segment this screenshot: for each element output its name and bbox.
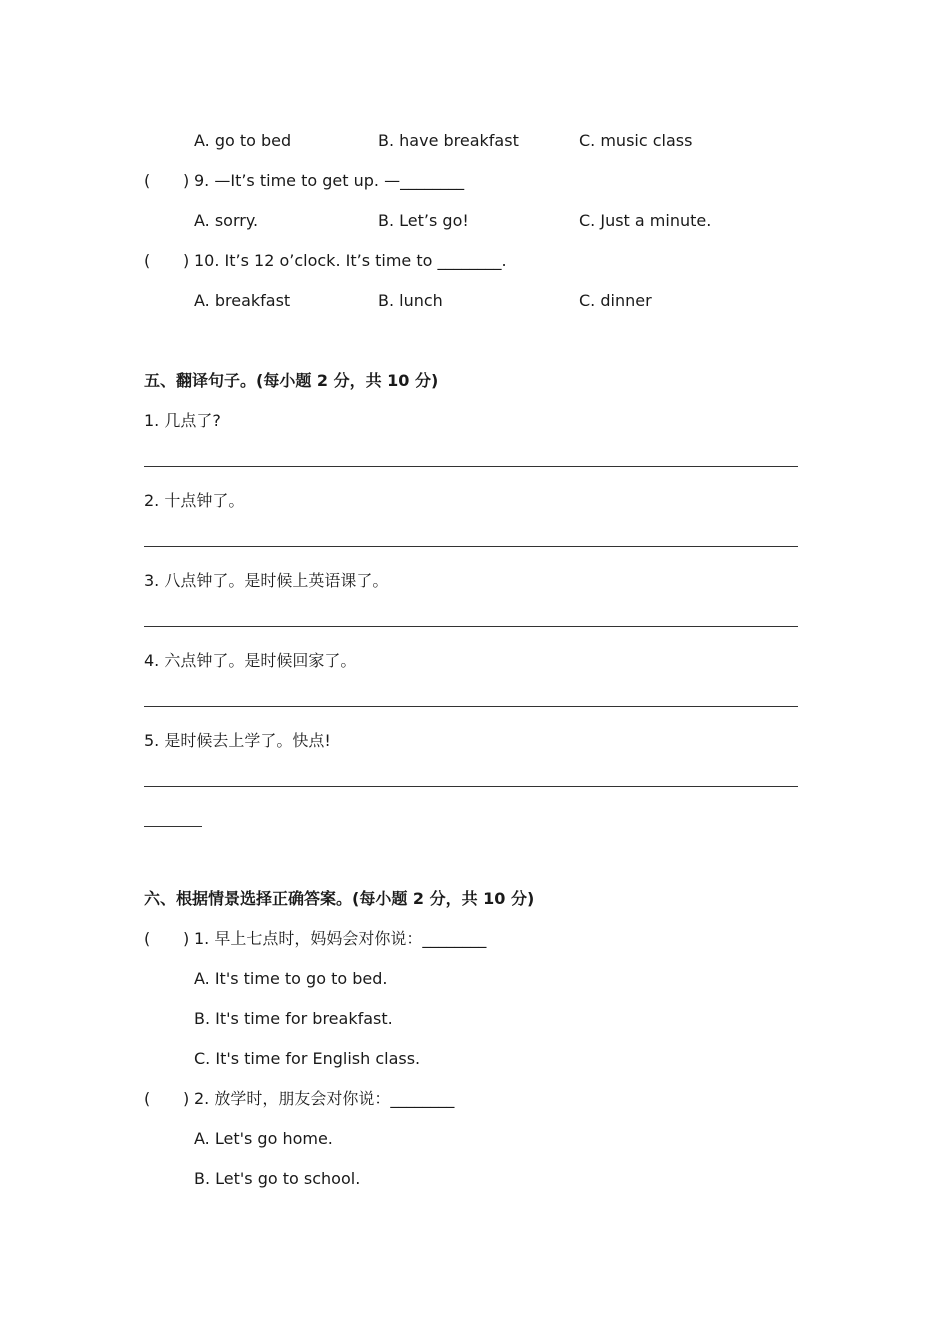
q10-answer-paren-open: ( xyxy=(144,251,151,270)
section-5-heading: 五、翻译句子。(每小题 2 分，共 10 分) xyxy=(144,371,439,390)
s6-q1-answer-paren-open: ( xyxy=(144,929,151,948)
q9-answer-paren-close: ) xyxy=(183,171,190,190)
s6-q1-stem: 1. 早上七点时，妈妈会对你说：________ xyxy=(194,929,487,948)
translate-item-5: 5. 是时候去上学了。快点! xyxy=(144,731,331,750)
answer-line-1[interactable] xyxy=(144,466,798,467)
s6-q1-option-c: C. It's time for English class. xyxy=(194,1049,421,1068)
answer-line-2[interactable] xyxy=(144,546,798,547)
translate-item-3: 3. 八点钟了。是时候上英语课了。 xyxy=(144,571,389,590)
q9-option-b: B. Let’s go! xyxy=(378,211,469,230)
s6-q2-answer-paren-close: ) xyxy=(183,1089,190,1108)
q9-option-c: C. Just a minute. xyxy=(579,211,712,230)
s6-q1-option-a: A. It's time to go to bed. xyxy=(194,969,388,988)
translate-item-1: 1. 几点了? xyxy=(144,411,221,430)
q10-option-c: C. dinner xyxy=(579,291,652,310)
q10-option-a: A. breakfast xyxy=(194,291,291,310)
q10-answer-paren-close: ) xyxy=(183,251,190,270)
q8-option-a: A. go to bed xyxy=(194,131,292,150)
translate-item-4: 4. 六点钟了。是时候回家了。 xyxy=(144,651,357,670)
q8-option-b: B. have breakfast xyxy=(378,131,519,150)
q9-answer-paren-open: ( xyxy=(144,171,151,190)
q10-stem: 10. It’s 12 o’clock. It’s time to ________. xyxy=(194,251,507,270)
s6-q2-answer-paren-open: ( xyxy=(144,1089,151,1108)
s6-q2-stem: 2. 放学时，朋友会对你说：________ xyxy=(194,1089,455,1108)
answer-line-5[interactable] xyxy=(144,786,798,787)
q8-option-c: C. music class xyxy=(579,131,693,150)
s6-q1-option-b: B. It's time for breakfast. xyxy=(194,1009,393,1028)
q10-option-b: B. lunch xyxy=(378,291,443,310)
section-6-heading: 六、根据情景选择正确答案。(每小题 2 分，共 10 分) xyxy=(144,889,535,908)
q9-stem: 9. —It’s time to get up. —________ xyxy=(194,171,465,190)
s6-q2-option-b: B. Let's go to school. xyxy=(194,1169,361,1188)
q9-option-a: A. sorry. xyxy=(194,211,259,230)
translate-item-2: 2. 十点钟了。 xyxy=(144,491,245,510)
answer-line-5-continuation[interactable] xyxy=(144,826,202,827)
s6-q2-option-a: A. Let's go home. xyxy=(194,1129,333,1148)
answer-line-4[interactable] xyxy=(144,706,798,707)
s6-q1-answer-paren-close: ) xyxy=(183,929,190,948)
answer-line-3[interactable] xyxy=(144,626,798,627)
